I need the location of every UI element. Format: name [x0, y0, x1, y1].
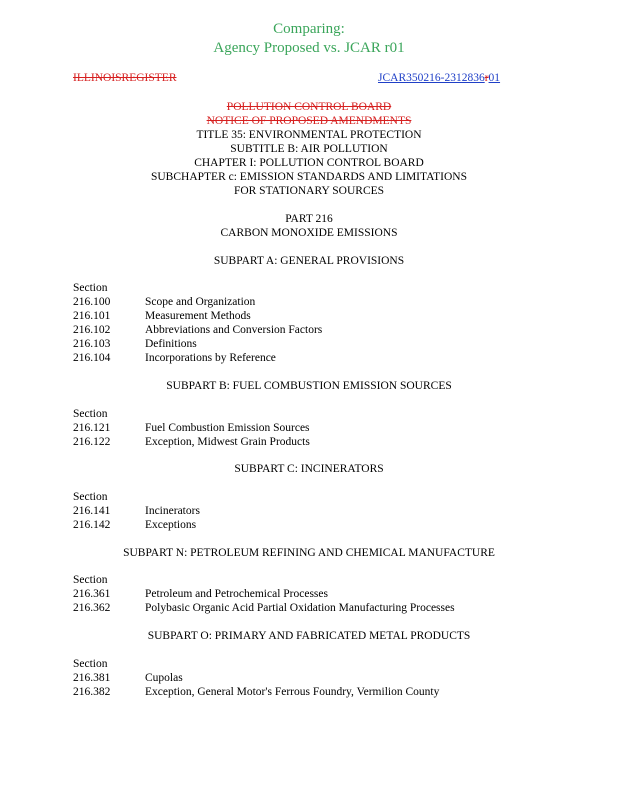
section-title: Exception, Midwest Grain Products: [145, 436, 310, 448]
toc-row: [73, 435, 310, 449]
section-title: Measurement Methods: [145, 310, 251, 322]
title-line: TITLE 35: ENVIRONMENTAL PROTECTION: [196, 129, 422, 141]
jcar-reference[interactable]: [378, 72, 500, 84]
toc-row: [73, 421, 310, 435]
subchapter-continued: FOR STATIONARY SOURCES: [233, 185, 385, 197]
section-number: 216.100: [73, 296, 111, 308]
section-label: Section: [73, 574, 108, 586]
subpart-heading: SUBPART O: PRIMARY AND FABRICATED METAL PRODUCTS: [147, 630, 471, 642]
deleted-notice: NOTICE OF PROPOSED AMENDMENTS: [206, 115, 412, 127]
toc-row: [73, 337, 197, 351]
deleted-register-header: ILLINOISREGISTER: [73, 72, 177, 84]
section-title: Incinerators: [145, 505, 200, 517]
toc-row: [73, 587, 328, 601]
section-number: 216.382: [73, 686, 111, 698]
toc-row: [73, 601, 455, 615]
section-number: 216.362: [73, 602, 111, 614]
toc-row: [73, 685, 439, 699]
toc-row: [73, 295, 255, 309]
section-label: Section: [73, 408, 108, 420]
toc-row: [73, 504, 200, 518]
section-label: Section: [73, 658, 108, 670]
section-title: Exceptions: [145, 519, 197, 531]
subpart-heading: SUBPART A: GENERAL PROVISIONS: [213, 255, 405, 267]
section-number: 216.381: [73, 672, 111, 684]
toc-row: [73, 671, 183, 685]
section-title: Incorporations by Reference: [145, 352, 276, 364]
subtitle-line: SUBTITLE B: AIR POLLUTION: [230, 143, 388, 155]
jcar-reference-suffix[interactable]: 01: [488, 72, 501, 84]
section-number: 216.121: [73, 422, 111, 434]
part-number: PART 216: [285, 213, 333, 225]
comparison-heading: Comparing:: [273, 21, 345, 37]
comparison-subheading: Agency Proposed vs. JCAR r01: [213, 40, 405, 56]
section-title: Polybasic Organic Acid Partial Oxidation Manufacturing Processes: [145, 602, 455, 614]
section-title: Definitions: [145, 338, 197, 350]
jcar-reference-inserted[interactable]: JCAR350216-2312836: [378, 72, 485, 84]
subchapter-line: SUBCHAPTER c: EMISSION STANDARDS AND LIMITATIONS: [150, 171, 468, 183]
section-number: 216.361: [73, 588, 111, 600]
section-number: 216.141: [73, 505, 111, 517]
section-title: Cupolas: [145, 672, 183, 684]
section-title: Fuel Combustion Emission Sources: [145, 422, 310, 434]
chapter-line: CHAPTER I: POLLUTION CONTROL BOARD: [194, 157, 424, 169]
subpart-heading: SUBPART N: PETROLEUM REFINING AND CHEMICAL MANUFACTURE: [123, 547, 495, 559]
section-label: Section: [73, 491, 108, 503]
section-number: 216.122: [73, 436, 111, 448]
toc-row: [73, 309, 251, 323]
toc-row: [73, 323, 322, 337]
section-number: 216.142: [73, 519, 111, 531]
jcar-reference-deleted: r: [484, 72, 489, 84]
section-label: Section: [73, 282, 108, 294]
section-title: Abbreviations and Conversion Factors: [145, 324, 323, 336]
section-title: Petroleum and Petrochemical Processes: [145, 588, 328, 600]
part-title: CARBON MONOXIDE EMISSIONS: [220, 227, 398, 239]
subpart-heading: SUBPART B: FUEL COMBUSTION EMISSION SOURCES: [166, 380, 452, 392]
deleted-board-name: POLLUTION CONTROL BOARD: [226, 101, 392, 113]
subpart-heading: SUBPART C: INCINERATORS: [234, 463, 384, 475]
toc-row: [73, 518, 196, 532]
section-title: Exception, General Motor's Ferrous Foundry, Vermilion County: [145, 686, 440, 698]
section-number: 216.101: [73, 310, 111, 322]
section-number: 216.104: [73, 352, 111, 364]
section-number: 216.102: [73, 324, 111, 336]
toc-row: [73, 351, 276, 365]
section-title: Scope and Organization: [145, 296, 256, 308]
section-number: 216.103: [73, 338, 111, 350]
